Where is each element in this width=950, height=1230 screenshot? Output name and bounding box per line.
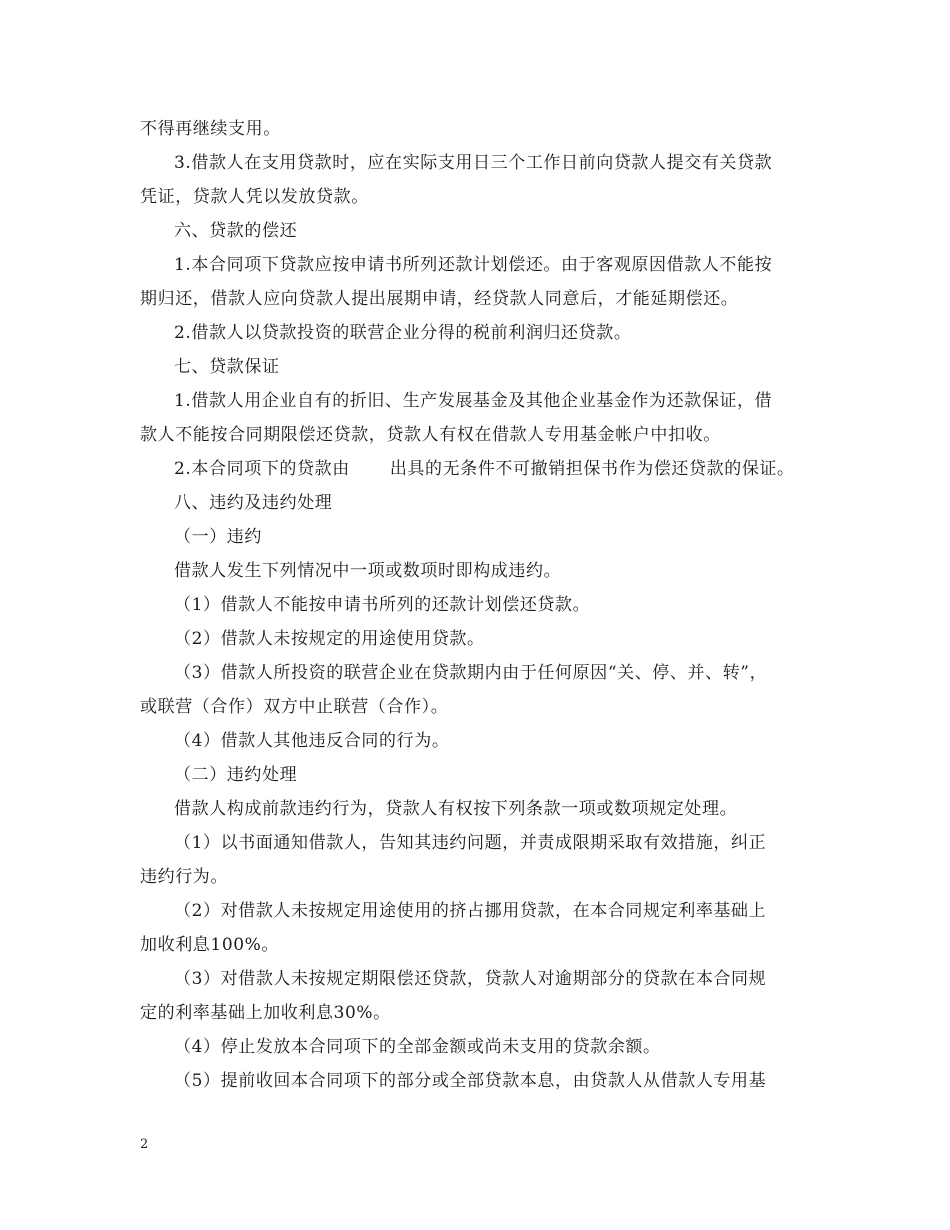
text-segment: 出具的无条件不可撤销担保书作为偿还贷款的保证。 [389, 459, 795, 479]
list-item: （5）提前收回本合同项下的部分或全部贷款本息，由贷款人从借款人专用基 [174, 1071, 767, 1091]
text-line: 不得再继续支用。 [140, 119, 281, 139]
text-line: 定的利率基础上加收利息30%。 [140, 1003, 391, 1023]
section-heading: 七、贷款保证 [174, 357, 280, 377]
text-line: 2.借款人以贷款投资的联营企业分得的税前利润归还贷款。 [174, 323, 632, 343]
list-item: （3）借款人所投资的联营企业在贷款期内由于任何原因“关、停、并、转”， [174, 663, 768, 683]
document-body [140, 112, 820, 1098]
subsection-heading: （一）违约 [174, 527, 262, 547]
text-line: 3.借款人在支用贷款时，应在实际支用日三个工作日前向贷款人提交有关贷款 [174, 153, 773, 173]
subsection-heading: （二）违约处理 [174, 765, 298, 785]
text-line: 1.本合同项下贷款应按申请书所列还款计划偿还。由于客观原因借款人不能按 [174, 255, 773, 275]
text-line: 1.借款人用企业自有的折旧、生产发展基金及其他企业基金作为还款保证，借 [174, 391, 773, 411]
text-line: 期归还，借款人应向贷款人提出展期申请，经贷款人同意后，才能延期偿还。 [140, 289, 739, 309]
text-line: 凭证，贷款人凭以发放贷款。 [140, 187, 369, 207]
text-line: 款人不能按合同期限偿还贷款，贷款人有权在借款人专用基金帐户中扣收。 [140, 425, 721, 445]
list-item: （4）停止发放本合同项下的全部金额或尚未支用的贷款余额。 [174, 1037, 661, 1057]
text-line: 违约行为。 [140, 867, 228, 887]
text-line: 借款人构成前款违约行为，贷款人有权按下列条款一项或数项规定处理。 [174, 799, 738, 819]
text-segment: 2.本合同项下的贷款由 [174, 459, 350, 479]
text-line: 借款人发生下列情况中一项或数项时即构成违约。 [174, 561, 562, 581]
page-number: 2 [140, 1137, 149, 1152]
text-line: 加收利息100%。 [140, 935, 280, 955]
list-item: （1）以书面通知借款人，告知其违约问题，并责成限期采取有效措施，纠正 [174, 833, 767, 853]
section-heading: 八、违约及违约处理 [174, 493, 333, 513]
section-heading: 六、贷款的偿还 [174, 221, 298, 241]
list-item: （3）对借款人未按规定期限偿还贷款，贷款人对逾期部分的贷款在本合同规 [174, 969, 767, 989]
list-item: （2）对借款人未按规定用途使用的挤占挪用贷款，在本合同规定利率基础上 [174, 901, 767, 921]
text-line [140, 452, 820, 486]
text-line: 或联营（合作）双方中止联营（合作）。 [140, 697, 449, 717]
list-item: （1）借款人不能按申请书所列的还款计划偿还贷款。 [174, 595, 591, 615]
list-item: （2）借款人未按规定的用途使用贷款。 [174, 629, 485, 649]
list-item: （4）借款人其他违反合同的行为。 [174, 731, 450, 751]
